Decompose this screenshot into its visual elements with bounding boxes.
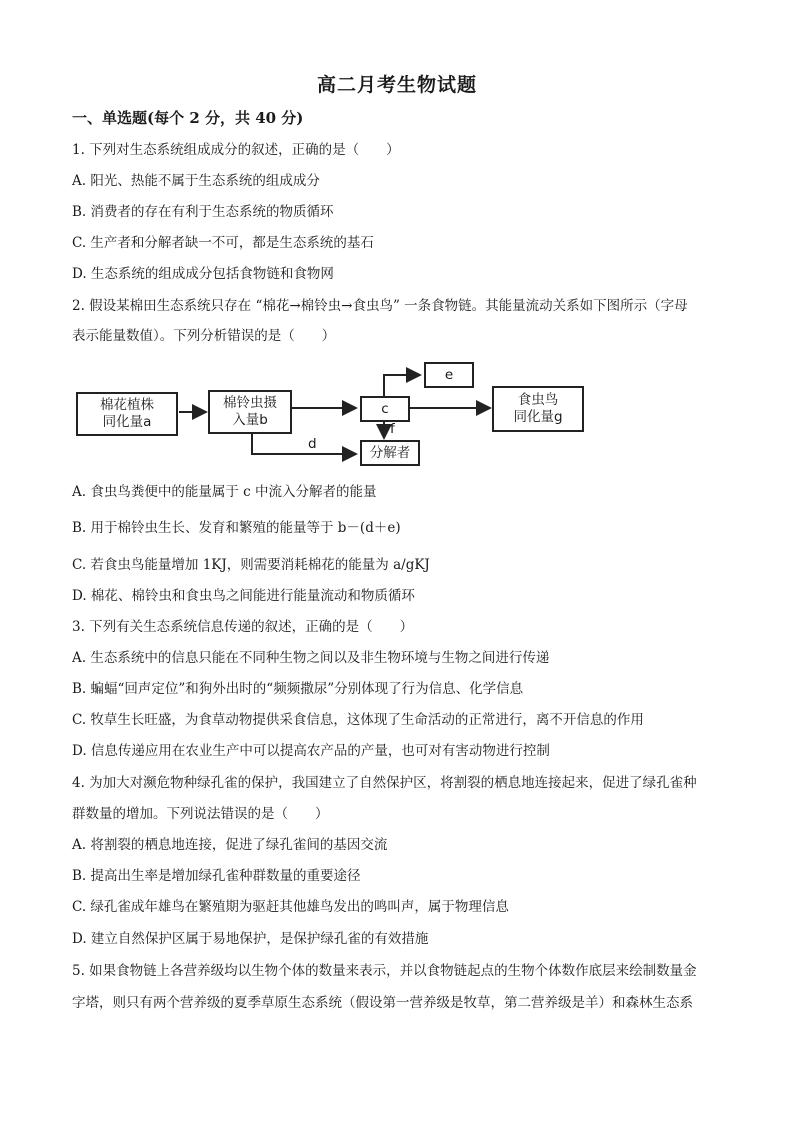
box-e [424, 362, 474, 388]
question-4-option-d: D. 建立自然保护区属于易地保护，是保护绿孔雀的有效措施 [72, 931, 429, 947]
box-bird-line-1: 食虫鸟 [517, 392, 559, 408]
question-2-option-a: A. 食虫鸟粪便中的能量属于 c 中流入分解者的能量 [72, 484, 377, 500]
question-1-option-d: D. 生态系统的组成成分包括食物链和食物网 [72, 266, 334, 282]
question-2-stem-line-2: 表示能量数值）。下列分析错误的是（ ） [72, 328, 336, 344]
question-1-option-c: C. 生产者和分解者缺一不可，都是生态系统的基石 [72, 235, 374, 251]
question-2-option-d: D. 棉花、棉铃虫和食虫鸟之间能进行能量流动和物质循环 [72, 588, 415, 604]
arrow-label-d: d [308, 436, 317, 452]
box-decomposer-label: 分解者 [369, 444, 411, 461]
question-3-stem: 3. 下列有关生态系统信息传递的叙述，正确的是（ ） [72, 619, 414, 635]
box-e-label: e [444, 366, 454, 383]
box-decomposer [360, 440, 420, 466]
question-4-stem-line-1: 4. 为加大对濒危物种绿孔雀的保护，我国建立了自然保护区，将割裂的栖息地连接起来，促进了绿孔雀种 [72, 775, 697, 791]
page-title: 高二月考生物试题 [316, 74, 477, 96]
question-5-stem-line-2: 字塔，则只有两个营养级的夏季草原生态系统（假设第一营养级是牧草，第二营养级是羊）和森林生态系 [72, 995, 693, 1011]
box-bollworm-intake [208, 390, 292, 434]
box-cotton-line-2: 同化量a [102, 414, 152, 430]
question-4-option-b: B. 提高出生率是增加绿孔雀种群数量的重要途径 [72, 868, 361, 884]
question-1-option-b: B. 消费者的存在有利于生态系统的物质循环 [72, 204, 334, 220]
question-2-stem-line-1: 2. 假设某棉田生态系统只存在 “棉花→棉铃虫→食虫鸟” 一条食物链。其能量流动关系如下图所示（字母 [72, 298, 688, 314]
box-bollworm-line-1: 棉铃虫摄 [223, 395, 277, 411]
section-heading: 一、单选题(每个 2 分，共 40 分) [72, 109, 304, 127]
question-4-option-a: A. 将割裂的栖息地连接，促进了绿孔雀间的基因交流 [72, 837, 388, 853]
question-5-stem-line-1: 5. 如果食物链上各营养级均以生物个体的数量来表示，并以食物链起点的生物个体数作底层来绘制数量金 [72, 963, 697, 979]
box-cotton-line-1: 棉花植株 [100, 397, 154, 413]
question-4-option-c: C. 绿孔雀成年雄鸟在繁殖期为驱赶其他雄鸟发出的鸣叫声，属于物理信息 [72, 899, 509, 915]
question-3-option-a: A. 生态系统中的信息只能在不同种生物之间以及非生物环境与生物之间进行传递 [72, 650, 550, 666]
box-c-label: c [381, 400, 389, 417]
question-4-stem-line-2: 群数量的增加。下列说法错误的是（ ） [72, 806, 329, 822]
question-1-stem: 1. 下列对生态系统组成成分的叙述，正确的是（ ） [72, 142, 400, 158]
question-1-option-a: A. 阳光、热能不属于生态系统的组成成分 [72, 173, 320, 189]
question-2-option-b: B. 用于棉铃虫生长、发育和繁殖的能量等于 b－(d＋e) [72, 520, 401, 536]
box-bollworm-line-2: 入量b [232, 412, 268, 428]
energy-flow-diagram [76, 358, 596, 470]
box-bird-line-2: 同化量g [513, 409, 563, 425]
question-3-option-d: D. 信息传递应用在农业生产中可以提高农产品的产量，也可对有害动物进行控制 [72, 743, 550, 759]
question-3-option-c: C. 牧草生长旺盛，为食草动物提供采食信息，这体现了生命活动的正常进行，离不开信息的作用 [72, 712, 644, 728]
question-2-option-c: C. 若食虫鸟能量增加 1KJ，则需要消耗棉花的能量为 a/gKJ [72, 557, 430, 573]
box-c [360, 396, 410, 422]
arrow-label-f: f [390, 421, 395, 437]
box-insectivorous-bird [492, 386, 584, 432]
question-3-option-b: B. 蝙蝠“回声定位”和狗外出时的“频频撒尿”分别体现了行为信息、化学信息 [72, 681, 524, 697]
box-cotton-plant [76, 392, 178, 436]
